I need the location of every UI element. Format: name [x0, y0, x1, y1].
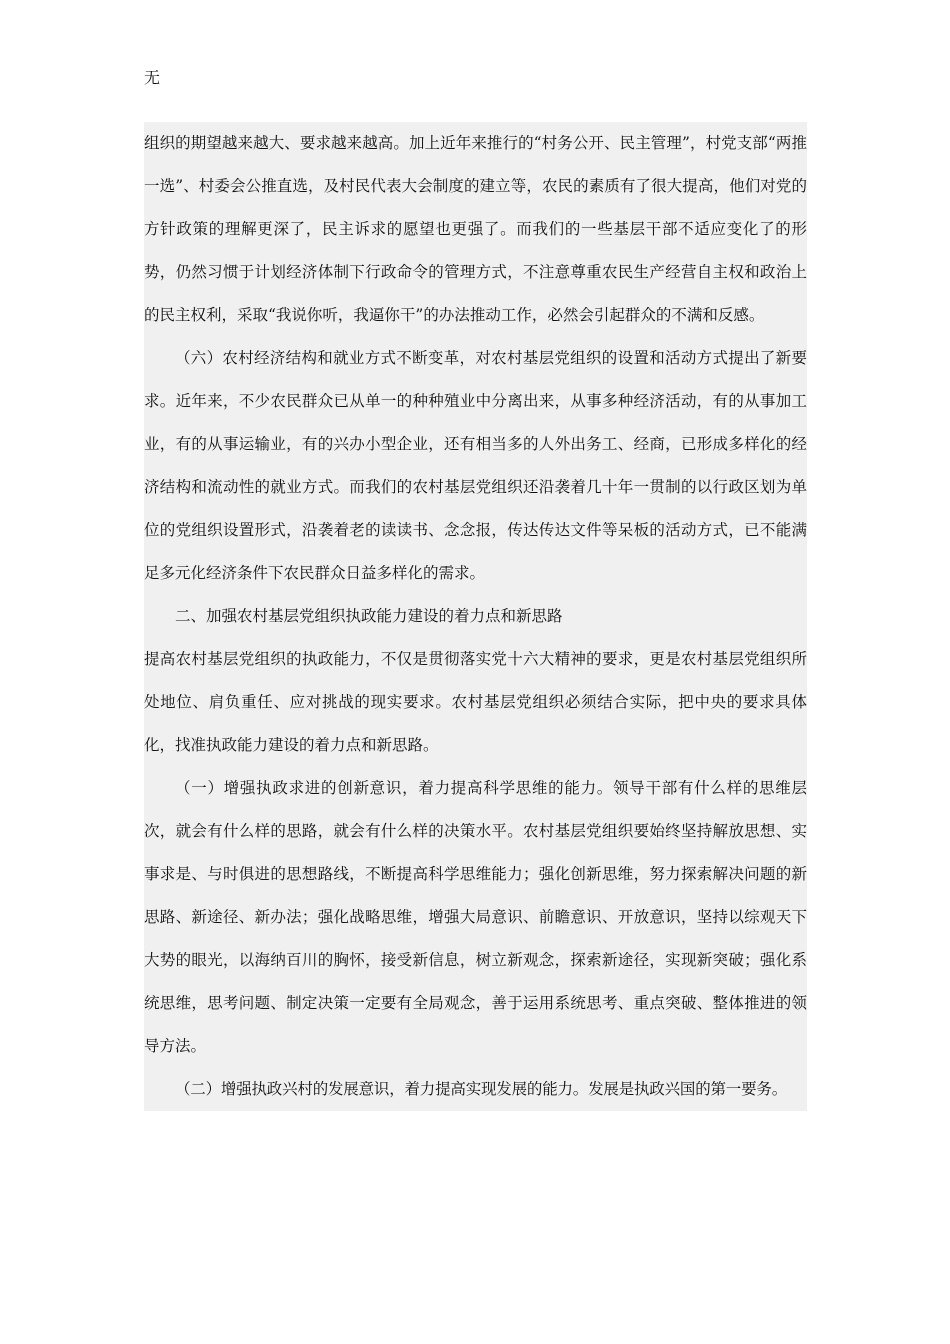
paragraph-section-six: （六）农村经济结构和就业方式不断变革，对农村基层党组织的设置和活动方式提出了新要求。近年来，不少农民群众已从单一的种种殖业中分离出来，从事多种经济活动，有的从事加工业，有的从事运输业，有的兴办小型企业，还有相当多的人外出务工、经商，已形成多样化的经济结构和流动性的就业方式。而我们的农村基层党组织还沿袭着几十年一贯制的以行政区划为单位的党组织设置形式，沿袭着老的读读书、念念报，传达传达文件等呆板的活动方式，已不能满足多元化经济条件下农民群众日益多样化的需求。: [144, 349, 807, 582]
document-body: [144, 122, 807, 1111]
paragraph-continuation: 组织的期望越来越大、要求越来越高。加上近年来推行的“村务公开、民主管理”，村党支部“两推一选”、村委会公推直选，及村民代表大会制度的建立等，农民的素质有了很大提高，他们对党的方针政策的理解更深了，民主诉求的愿望也更强了。而我们的一些基层干部不适应变化了的形势，仍然习惯于计划经济体制下行政命令的管理方式，不注意尊重农民生产经营自主权和政治上的民主权利，采取“我说你听，我逼你干”的办法推动工作，必然会引起群众的不满和反感。: [144, 134, 807, 324]
paragraph-intro: 提高农村基层党组织的执政能力，不仅是贯彻落实党十六大精神的要求，更是农村基层党组织所处地位、肩负重任、应对挑战的现实要求。农村基层党组织必须结合实际，把中央的要求具体化，找准执政能力建设的着力点和新思路。: [144, 650, 807, 754]
section-heading-two: 二、加强农村基层党组织执政能力建设的着力点和新思路: [175, 607, 563, 625]
paragraph-point-two: （二）增强执政兴村的发展意识，着力提高实现发展的能力。发展是执政兴国的第一要务。: [175, 1080, 788, 1098]
paragraph-point-one: （一）增强执政求进的创新意识，着力提高科学思维的能力。领导干部有什么样的思维层次，就会有什么样的思路，就会有什么样的决策水平。农村基层党组织要始终坚持解放思想、实事求是、与时俱进的思想路线，不断提高科学思维能力；强化创新思维，努力探索解决问题的新思路、新途径、新办法；强化战略思维，增强大局意识、前瞻意识、开放意识，坚持以综观天下大势的眼光，以海纳百川的胸怀，接受新信息，树立新观念，探索新途径，实现新突破；强化系统思维，思考问题、制定决策一定要有全局观念，善于运用系统思考、重点突破、整体推进的领导方法。: [144, 779, 807, 1055]
page-header-mark: 无: [144, 68, 161, 87]
